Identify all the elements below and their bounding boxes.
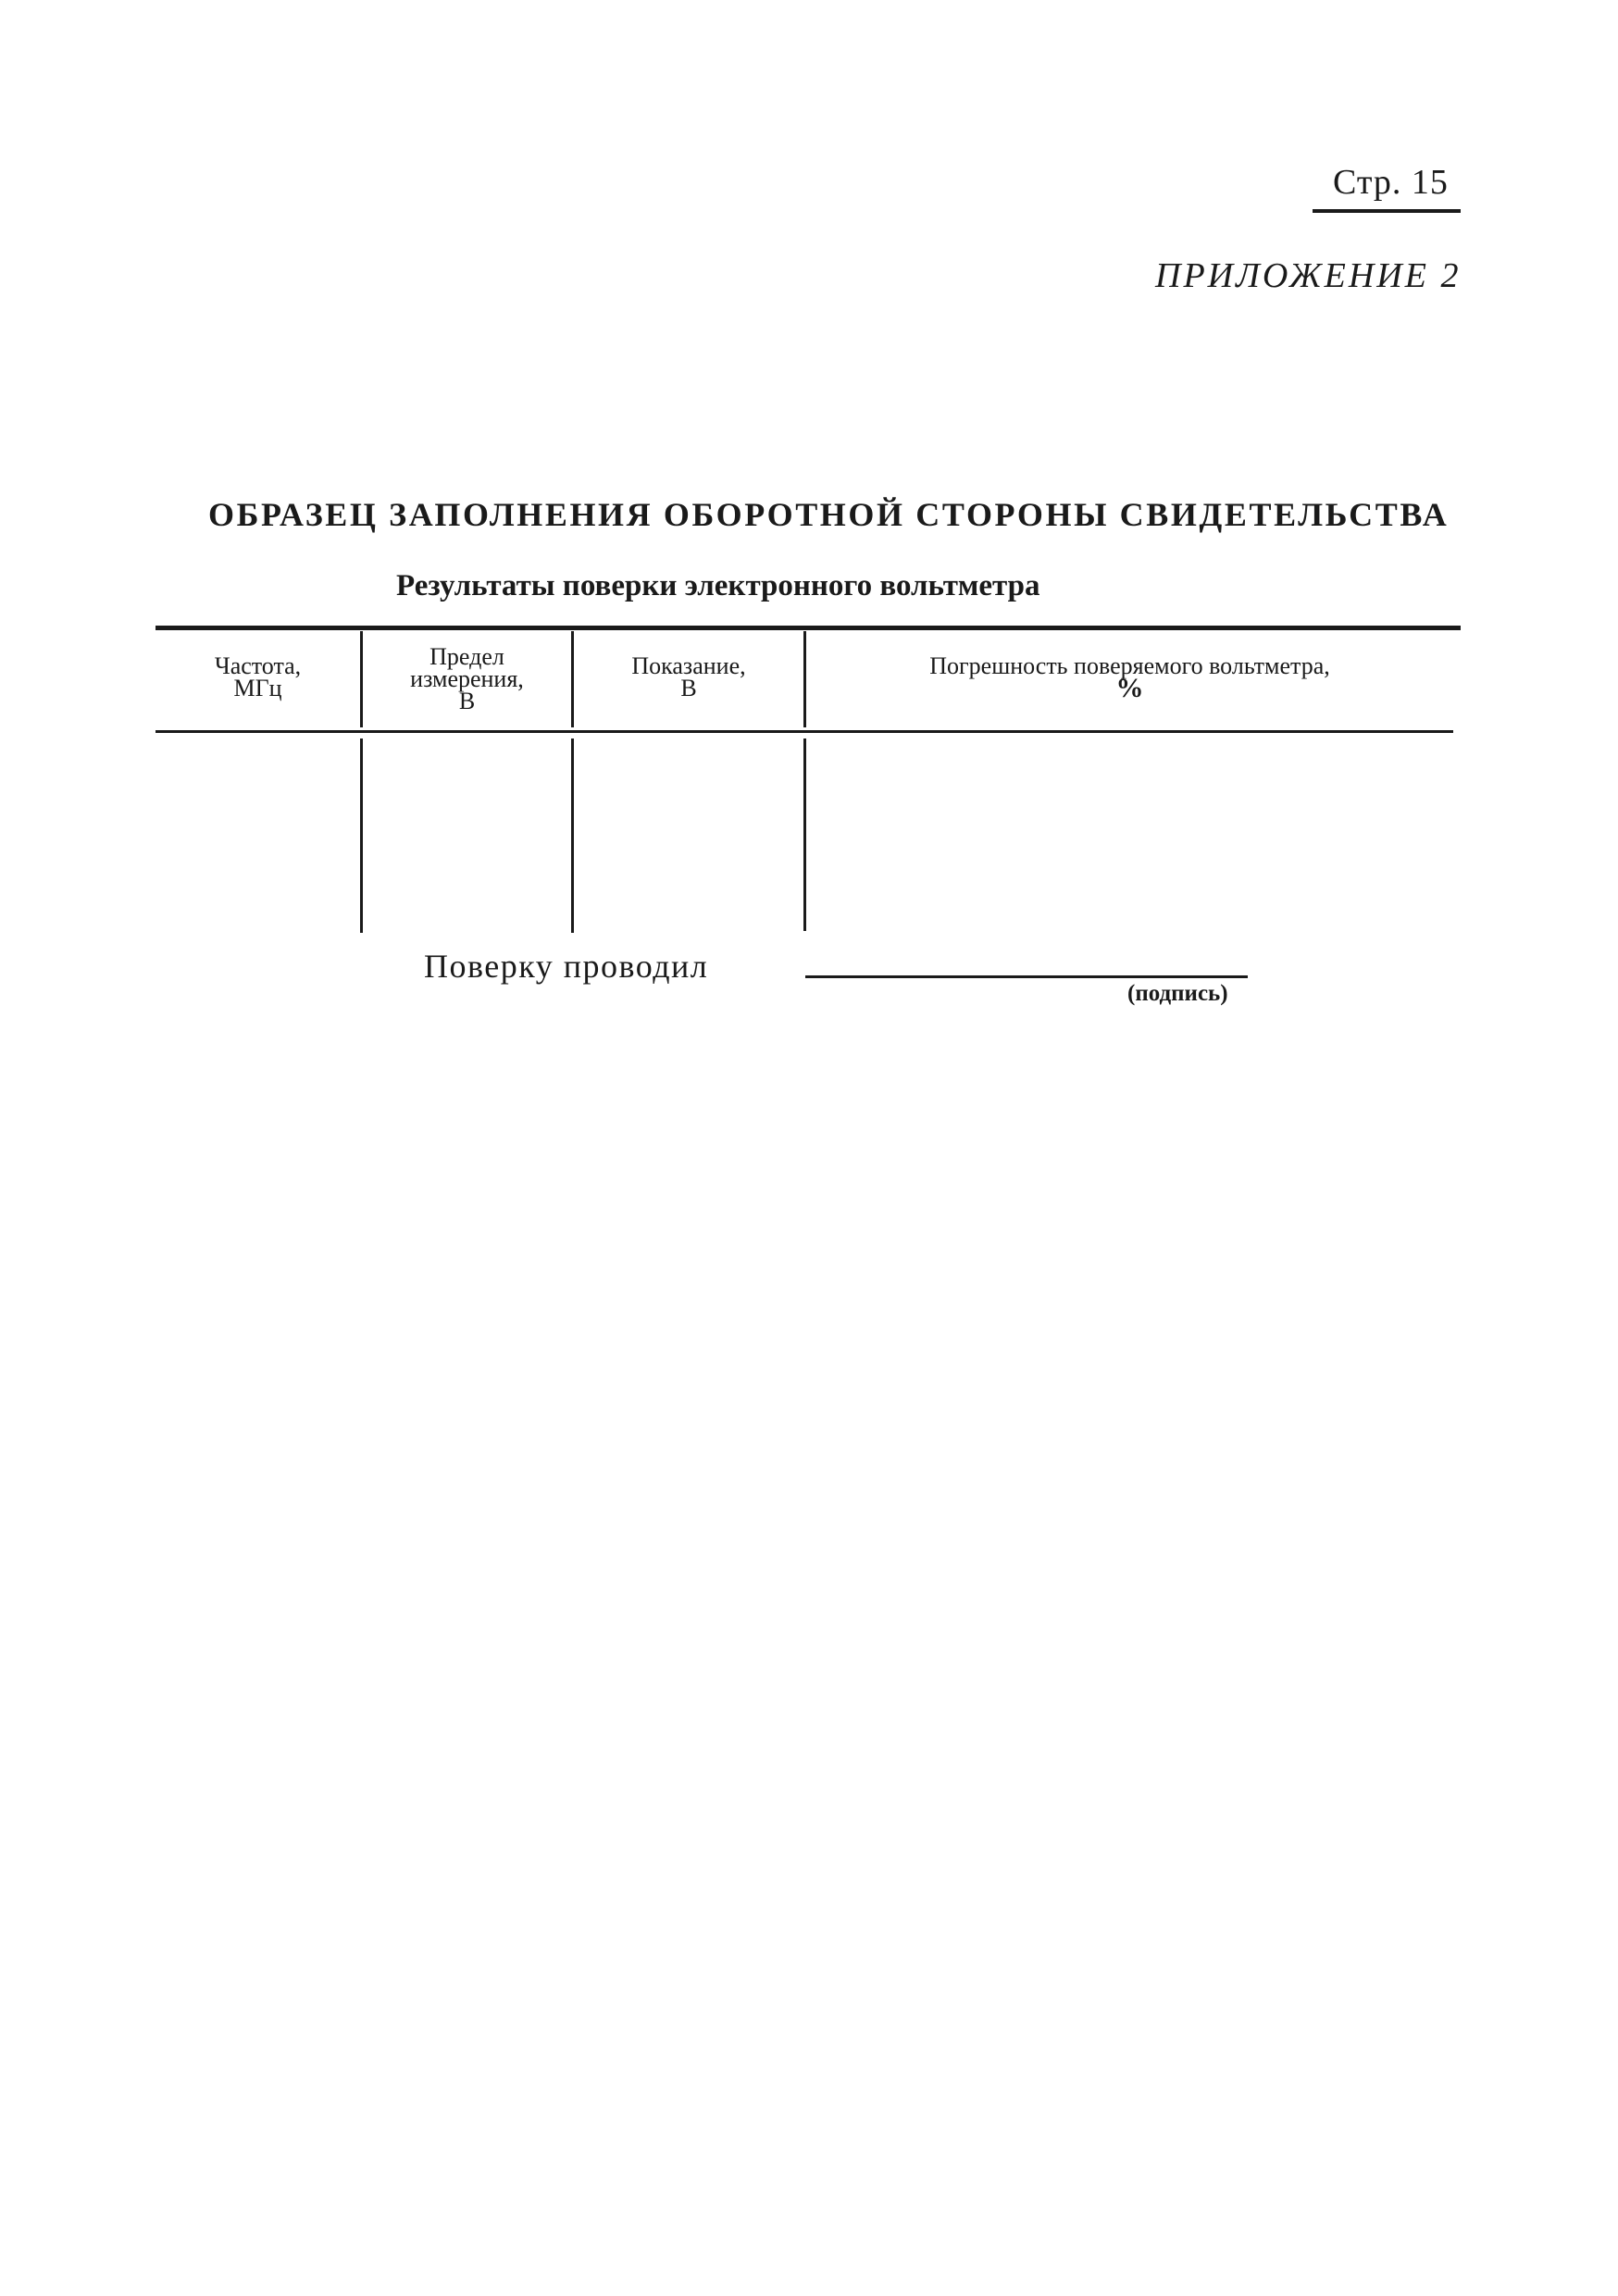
column-header-frequency: [156, 652, 360, 701]
table-column-divider: [360, 738, 363, 933]
column-header-line: В: [680, 675, 697, 701]
column-header-line: измерения,: [410, 665, 524, 692]
column-header-line: Погрешность поверяемого вольтметра,: [929, 652, 1330, 679]
column-header-reading: [574, 652, 803, 701]
signature-caption: (подпись): [1127, 981, 1228, 1006]
signature-line: [805, 975, 1248, 978]
appendix-label: ПРИЛОЖЕНИЕ 2: [1155, 256, 1462, 295]
column-header-line: %: [1115, 673, 1144, 703]
table-caption: Результаты поверки электронного вольтметра: [396, 569, 1040, 602]
table-column-divider: [571, 738, 574, 933]
signature-label: Поверку проводил: [424, 948, 709, 985]
column-header-line: Частота,: [214, 652, 302, 679]
table-column-divider: [803, 738, 806, 931]
table-header-rule: [156, 730, 1453, 733]
column-header-measurement-limit: [363, 643, 571, 714]
column-header-line: Показание,: [631, 652, 746, 679]
table-top-rule: [156, 626, 1461, 630]
column-header-error: [806, 652, 1453, 703]
document-title: ОБРАЗЕЦ ЗАПОЛНЕНИЯ ОБОРОТНОЙ СТОРОНЫ СВИДЕТЕЛЬСТВА: [208, 496, 1450, 533]
column-header-line: В: [458, 688, 476, 714]
column-header-line: Предел: [429, 643, 504, 670]
column-header-line: МГц: [233, 675, 282, 701]
page-number: Стр. 15: [1333, 163, 1449, 202]
page-number-underline: [1313, 209, 1461, 213]
